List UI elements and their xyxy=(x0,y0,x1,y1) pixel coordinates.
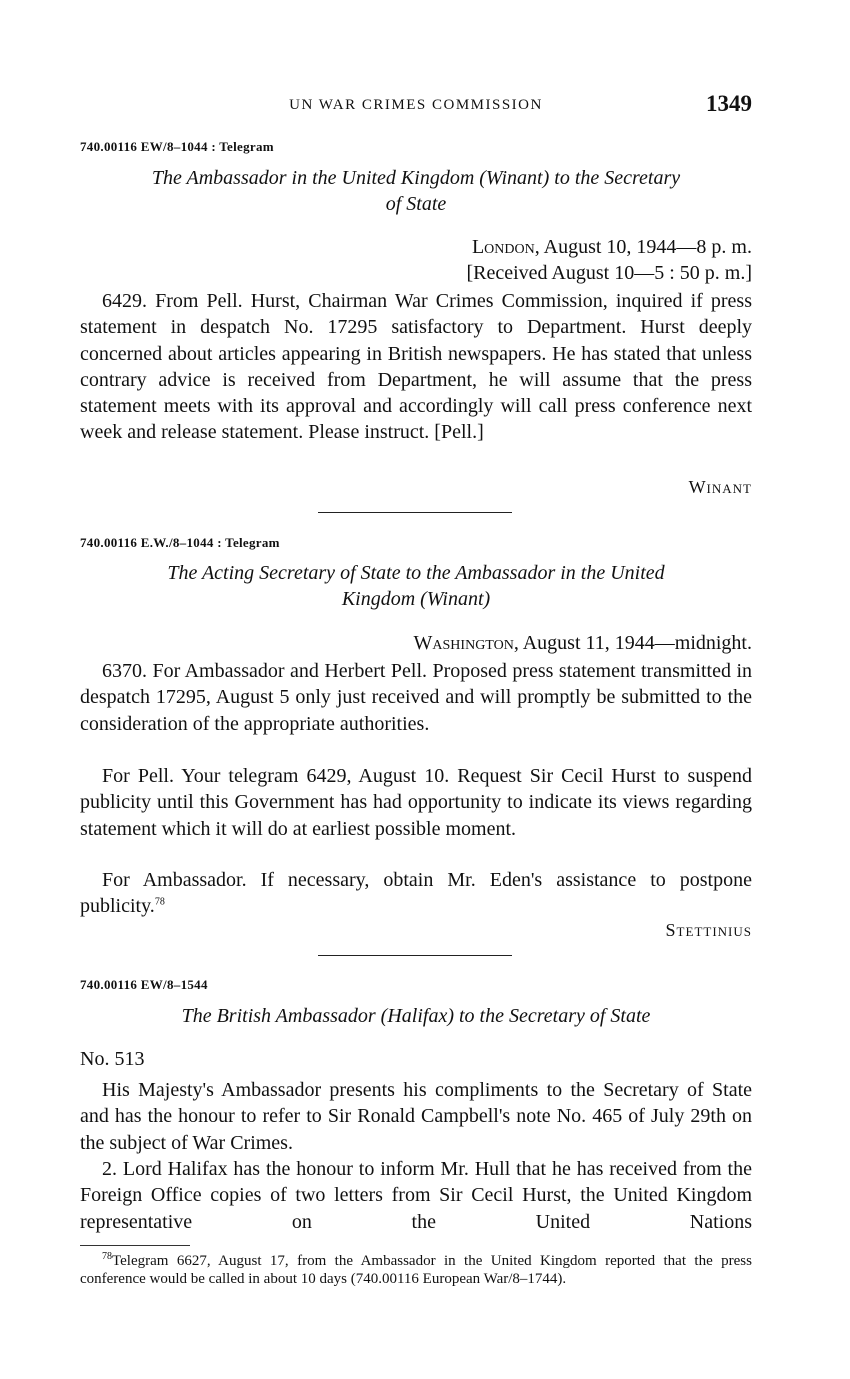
doc1-heading xyxy=(80,165,752,217)
doc1-dateline xyxy=(80,234,752,286)
doc3-heading: The British Ambassador (Halifax) to the Secretary of State xyxy=(181,1005,651,1027)
running-head-title: UN WAR CRIMES COMMISSION xyxy=(289,97,543,113)
doc2-date: , August 11, 1944—midnight. xyxy=(513,632,752,654)
doc2-paragraph-3-text: For Ambassador. If necessary, obtain Mr. Eden's assistance to postpone publicity. xyxy=(80,869,752,918)
doc1-date: , August 10, 1944—8 p. m. xyxy=(534,236,752,258)
doc2-heading xyxy=(80,560,752,612)
doc1-signature: Winant xyxy=(688,477,752,497)
doc2-paragraph-3 xyxy=(80,867,752,920)
running-head xyxy=(80,91,752,125)
footnote-text: Telegram 6627, August 17, from the Ambassador in the United Kingdom reported that the press conference would be called in about 10 days (740.00116 European War/8–1744). xyxy=(80,1253,752,1287)
page-number: 1349 xyxy=(706,91,752,116)
doc2-heading-line1: The Acting Secretary of State to the Ambassador in the United xyxy=(167,562,665,584)
doc1-heading-line1: The Ambassador in the United Kingdom (Winant) to the Secretary xyxy=(151,167,681,189)
footnote xyxy=(80,1252,752,1288)
doc2-heading-line2: Kingdom (Winant) xyxy=(341,588,491,610)
doc2-place: Washington xyxy=(413,632,514,654)
footnote-marker: 78 xyxy=(102,1251,112,1262)
doc2-file-ref: 740.00116 E.W./8–1044 : Telegram xyxy=(80,535,280,550)
doc2-paragraph-2: For Pell. Your telegram 6429, August 10. Request Sir Cecil Hurst to suspend publicity until this Government has had opportunity to indicate its views regarding statement which it will do at earliest possible moment. xyxy=(80,765,752,840)
doc3-paragraph-1: His Majesty's Ambassador presents his compliments to the Secretary of State and has the honour to refer to Sir Ronald Campbell's note No. 465 of July 29th on the subject of War Crimes. xyxy=(80,1079,752,1154)
section-divider xyxy=(318,955,512,956)
doc3-paragraph-2: 2. Lord Halifax has the honour to inform Mr. Hull that he has received from the Foreign Office copies of two letters from Sir Cecil Hurst, the United Kingdom representative on the United Nations xyxy=(80,1158,752,1233)
section-divider xyxy=(318,512,512,513)
doc2-paragraph-1: 6370. For Ambassador and Herbert Pell. Proposed press statement transmitted in despatch 17295, August 5 only just received and will promptly be submitted to the consideration of the appropriate authorities. xyxy=(80,660,752,735)
doc1-paragraph: 6429. From Pell. Hurst, Chairman War Crimes Commission, inquired if press statement in despatch No. 17295 satisfactory to Department. Hurst deeply concerned about articles appearing in British newspapers. He has stated that unless contrary advice is received from Department, he will assume that the press statement meets with its approval and accordingly will call press conference next week and release statement. Please instruct. [Pell.] xyxy=(80,290,752,444)
doc1-place: London xyxy=(471,236,535,258)
footnote-divider xyxy=(80,1245,190,1246)
doc2-dateline xyxy=(80,630,752,656)
doc1-file-ref: 740.00116 EW/8–1044 : Telegram xyxy=(80,139,274,154)
doc3-number: No. 513 xyxy=(80,1048,145,1070)
doc1-heading-line2: of State xyxy=(385,193,447,215)
doc2-signature: Stettinius xyxy=(665,920,752,940)
footnote-ref: 78 xyxy=(154,896,165,908)
doc1-received: [Received August 10—5 : 50 p. m.] xyxy=(466,262,752,284)
doc3-file-ref: 740.00116 EW/8–1544 xyxy=(80,977,208,992)
